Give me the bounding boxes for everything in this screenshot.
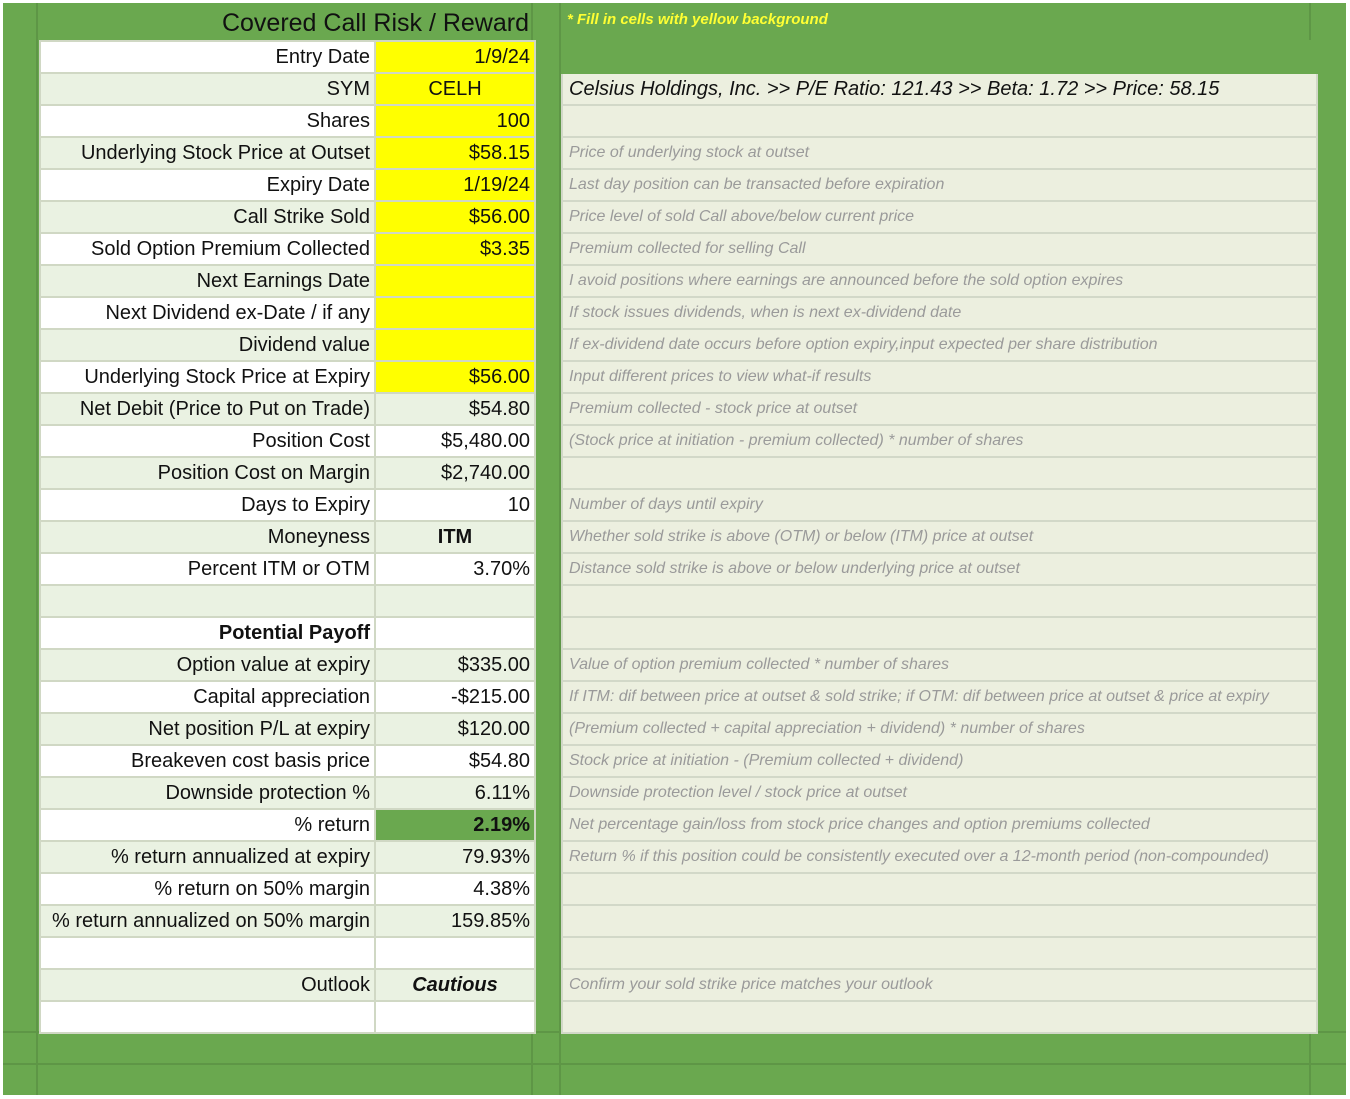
description-cell[interactable] [562,617,1317,649]
row-label[interactable]: Expiry Date [40,169,375,201]
table-row [40,201,535,233]
fill-note[interactable]: * Fill in cells with yellow background [567,11,828,28]
row-value[interactable]: $54.80 [375,393,535,425]
table-row [40,585,535,617]
description-cell[interactable] [562,873,1317,905]
spreadsheet-area [3,3,1346,1095]
row-value[interactable]: 159.85% [375,905,535,937]
table-row [40,457,535,489]
row-label[interactable]: Underlying Stock Price at Outset [40,137,375,169]
description-cell[interactable] [562,105,1317,137]
dividend-value-input[interactable] [375,329,535,361]
table-row [40,873,535,905]
strike-input[interactable]: $56.00 [375,201,535,233]
row-value[interactable] [375,617,535,649]
description-cell[interactable]: Net percentage gain/loss from stock price changes and option premiums collected [562,809,1317,841]
table-row [40,905,535,937]
table-row [40,329,535,361]
row-label[interactable]: % return on 50% margin [40,873,375,905]
description-cell[interactable]: If ex-dividend date occurs before option expiry,input expected per share distribution [562,329,1317,361]
table-row [40,553,535,585]
description-cell[interactable]: (Stock price at initiation - premium collected) * number of shares [562,425,1317,457]
table-row [40,73,535,105]
description-cell[interactable] [562,905,1317,937]
description-cell[interactable]: If ITM: dif between price at outset & sold strike; if OTM: dif between price at outset & price at expiry [562,681,1317,713]
description-cell[interactable] [562,1001,1317,1033]
row-label[interactable]: % return annualized on 50% margin [40,905,375,937]
outlook-value[interactable]: Cautious [375,969,535,1001]
row-value[interactable]: 3.70% [375,553,535,585]
description-cell[interactable]: If stock issues dividends, when is next ex-dividend date [562,297,1317,329]
sheet-title[interactable]: Covered Call Risk / Reward [221,9,529,37]
description-cell[interactable]: Stock price at initiation - (Premium collected + dividend) [562,745,1317,777]
table-row [40,745,535,777]
description-cell[interactable]: Last day position can be transacted before expiration [562,169,1317,201]
row-label[interactable]: Underlying Stock Price at Expiry [40,361,375,393]
row-value[interactable]: 10 [375,489,535,521]
table-row [40,969,535,1001]
expiry-price-input[interactable]: $56.00 [375,361,535,393]
row-value[interactable]: $120.00 [375,713,535,745]
return-value[interactable]: 2.19% [375,809,535,841]
table-row [40,649,535,681]
description-cell[interactable]: Number of days until expiry [562,489,1317,521]
section-heading[interactable]: Potential Payoff [40,617,375,649]
row-label[interactable]: Moneyness [40,521,375,553]
description-cell[interactable]: Premium collected for selling Call [562,233,1317,265]
description-cell[interactable]: Whether sold strike is above (OTM) or below (ITM) price at outset [562,521,1317,553]
entry-date-input[interactable]: 1/9/24 [375,41,535,73]
expiry-date-input[interactable]: 1/19/24 [375,169,535,201]
table-row [40,41,535,73]
row-label[interactable]: Capital appreciation [40,681,375,713]
row-label[interactable]: Net position P/L at expiry [40,713,375,745]
table-row [40,105,535,137]
table-row [40,841,535,873]
grid-line [36,3,38,1095]
table-row [40,169,535,201]
row-label[interactable]: Sold Option Premium Collected [40,233,375,265]
row-label[interactable]: % return annualized at expiry [40,841,375,873]
table-row [40,137,535,169]
row-value[interactable]: $2,740.00 [375,457,535,489]
table-row [40,681,535,713]
description-cell[interactable]: Value of option premium collected * number of shares [562,649,1317,681]
row-label[interactable]: Net Debit (Price to Put on Trade) [40,393,375,425]
stock-info-cell[interactable]: Celsius Holdings, Inc. >> P/E Ratio: 121.43 >> Beta: 1.72 >> Price: 58.15 [562,73,1317,105]
table-row [40,521,535,553]
table-row [40,489,535,521]
description-cell[interactable]: Price of underlying stock at outset [562,137,1317,169]
row-label[interactable]: % return [40,809,375,841]
earnings-date-input[interactable] [375,265,535,297]
row-label[interactable]: Position Cost on Margin [40,457,375,489]
row-value[interactable]: 6.11% [375,777,535,809]
row-label[interactable]: Next Dividend ex-Date / if any [40,297,375,329]
grid-line [3,1063,1346,1065]
table-row [40,297,535,329]
row-value[interactable]: -$215.00 [375,681,535,713]
row-label[interactable]: Option value at expiry [40,649,375,681]
row-label[interactable] [40,937,375,969]
table-row [40,393,535,425]
dividend-date-input[interactable] [375,297,535,329]
row-label[interactable]: Downside protection % [40,777,375,809]
description-cell[interactable]: Premium collected - stock price at outset [562,393,1317,425]
description-cell[interactable]: Price level of sold Call above/below current price [562,201,1317,233]
symbol-input[interactable]: CELH [375,73,535,105]
description-cell[interactable]: Input different prices to view what-if results [562,361,1317,393]
table-row [40,425,535,457]
description-cell[interactable] [562,585,1317,617]
row-label[interactable]: Percent ITM or OTM [40,553,375,585]
table-row [40,617,535,649]
description-cell[interactable] [562,41,1317,73]
moneyness-value[interactable]: ITM [375,521,535,553]
calculator-table [39,40,536,1034]
row-label[interactable]: Position Cost [40,425,375,457]
description-cell[interactable]: Return % if this position could be consistently executed over a 12-month period (non-compounded) [562,841,1317,873]
table-row [40,777,535,809]
row-label[interactable]: Breakeven cost basis price [40,745,375,777]
description-cell[interactable] [562,937,1317,969]
row-label[interactable]: Call Strike Sold [40,201,375,233]
row-value[interactable] [375,937,535,969]
table-row [40,1001,535,1033]
row-label[interactable] [40,1001,375,1033]
description-cell[interactable]: (Premium collected + capital appreciation + dividend) * number of shares [562,713,1317,745]
description-column [561,40,1318,1034]
row-value[interactable] [375,585,535,617]
outset-price-input[interactable]: $58.15 [375,137,535,169]
row-label[interactable]: SYM [40,73,375,105]
description-cell[interactable]: Downside protection level / stock price at outset [562,777,1317,809]
row-label[interactable]: Shares [40,105,375,137]
row-value[interactable]: $54.80 [375,745,535,777]
row-label[interactable] [40,585,375,617]
row-value[interactable]: 79.93% [375,841,535,873]
row-label[interactable]: Outlook [40,969,375,1001]
row-value[interactable]: $5,480.00 [375,425,535,457]
description-cell[interactable]: Confirm your sold strike price matches your outlook [562,969,1317,1001]
description-cell[interactable] [562,457,1317,489]
table-row [40,233,535,265]
table-row [40,713,535,745]
row-label[interactable]: Dividend value [40,329,375,361]
table-row [40,937,535,969]
row-value[interactable]: 4.38% [375,873,535,905]
table-row [40,361,535,393]
description-cell[interactable]: I avoid positions where earnings are announced before the sold option expires [562,265,1317,297]
description-cell[interactable]: Distance sold strike is above or below underlying price at outset [562,553,1317,585]
row-label[interactable]: Days to Expiry [40,489,375,521]
row-value[interactable]: $335.00 [375,649,535,681]
premium-input[interactable]: $3.35 [375,233,535,265]
row-label[interactable]: Next Earnings Date [40,265,375,297]
table-row [40,809,535,841]
row-value[interactable] [375,1001,535,1033]
shares-input[interactable]: 100 [375,105,535,137]
table-row [40,265,535,297]
row-label[interactable]: Entry Date [40,41,375,73]
